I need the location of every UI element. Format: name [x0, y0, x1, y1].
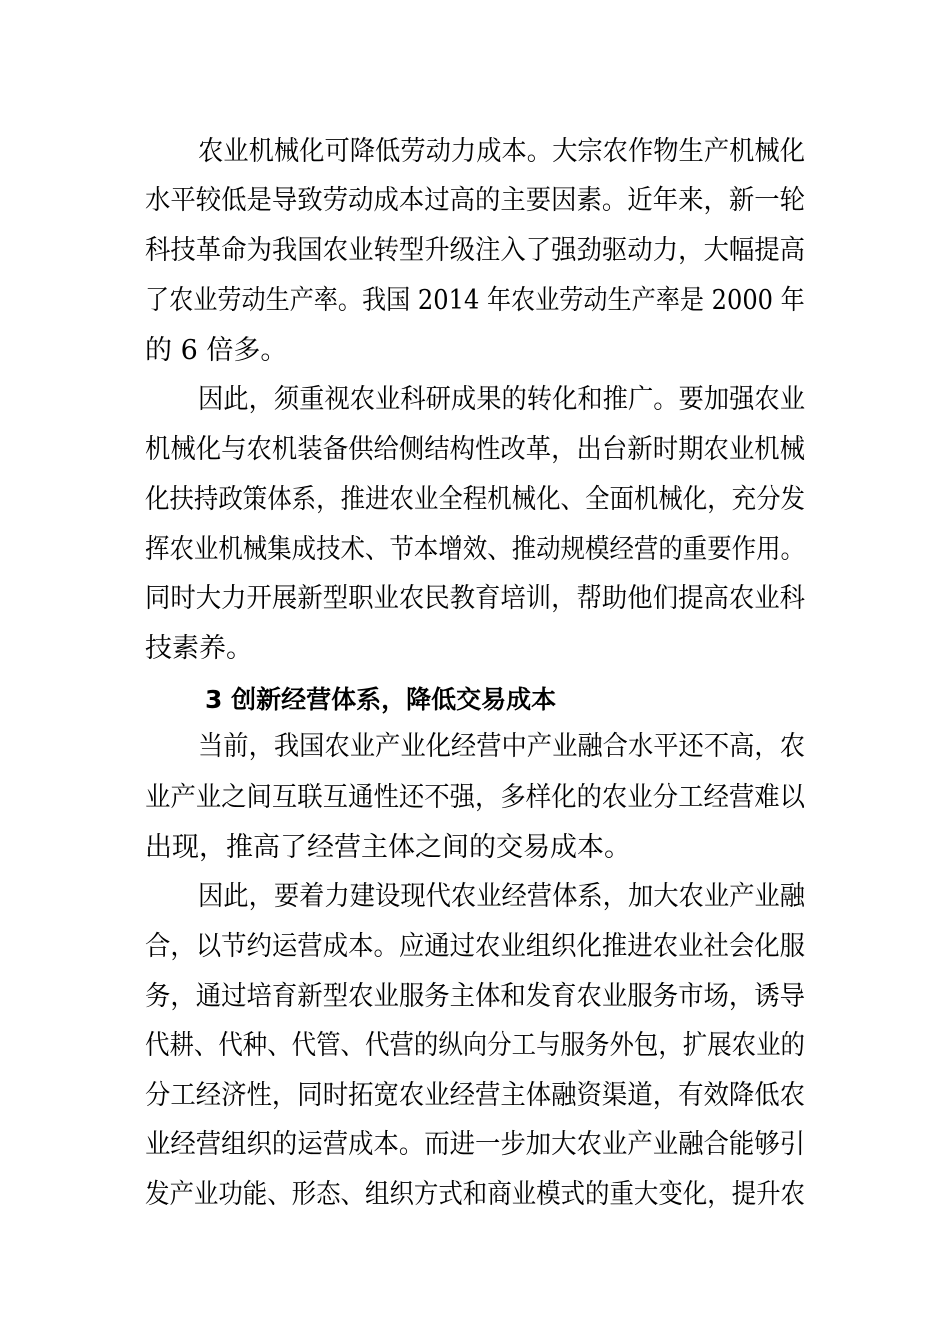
paragraph-1-line-2: 水平较低是导致劳动成本过高的主要因素。近年来，新一轮 [145, 185, 805, 216]
paragraph-1-line-1: 农业机械化可降低劳动力成本。大宗农作物生产机械化 [198, 136, 805, 167]
paragraph-2-line-2: 机械化与农机装备供给侧结构性改革，出台新时期农业机械 [145, 434, 805, 465]
paragraph-2-line-6: 技素养。 [145, 633, 253, 664]
paragraph-3-line-3: 出现，推高了经营主体之间的交易成本。 [145, 832, 631, 863]
paragraph-3-line-2: 业产业之间互联互通性还不强，多样化的农业分工经营难以 [145, 782, 805, 813]
paragraph-1-line-4: 了农业劳动生产率。我国 2014 年农业劳动生产率是 2000 年 [145, 285, 805, 316]
paragraph-1-line-5: 的 6 倍多。 [145, 335, 288, 366]
paragraph-4-line-1: 因此，要着力建设现代农业经营体系，加大农业产业融 [198, 881, 805, 912]
paragraph-4-line-7: 发产业功能、形态、组织方式和商业模式的重大变化，提升农 [145, 1179, 805, 1210]
paragraph-1-line-3: 科技革命为我国农业转型升级注入了强劲驱动力，大幅提高 [145, 235, 805, 266]
paragraph-4-line-2: 合，以节约运营成本。应通过农业组织化推进农业社会化服 [145, 931, 805, 962]
section-heading: 3 创新经营体系，降低交易成本 [205, 685, 557, 714]
paragraph-4-line-3: 务，通过培育新型农业服务主体和发育农业服务市场，诱导 [145, 981, 805, 1012]
paragraph-2-line-1: 因此，须重视农业科研成果的转化和推广。要加强农业 [198, 384, 805, 415]
paragraph-3-line-1: 当前，我国农业产业化经营中产业融合水平还不高，农 [198, 731, 805, 762]
paragraph-4-line-6: 业经营组织的运营成本。而进一步加大农业产业融合能够引 [145, 1129, 805, 1160]
paragraph-4-line-4: 代耕、代种、代管、代营的纵向分工与服务外包，扩展农业的 [145, 1030, 805, 1061]
paragraph-2-line-4: 挥农业机械集成技术、节本增效、推动规模经营的重要作用。 [145, 534, 805, 565]
paragraph-4-line-5: 分工经济性，同时拓宽农业经营主体融资渠道，有效降低农 [145, 1080, 805, 1111]
paragraph-2-line-5: 同时大力开展新型职业农民教育培训，帮助他们提高农业科 [145, 583, 805, 614]
paragraph-2-line-3: 化扶持政策体系，推进农业全程机械化、全面机械化，充分发 [145, 484, 805, 515]
